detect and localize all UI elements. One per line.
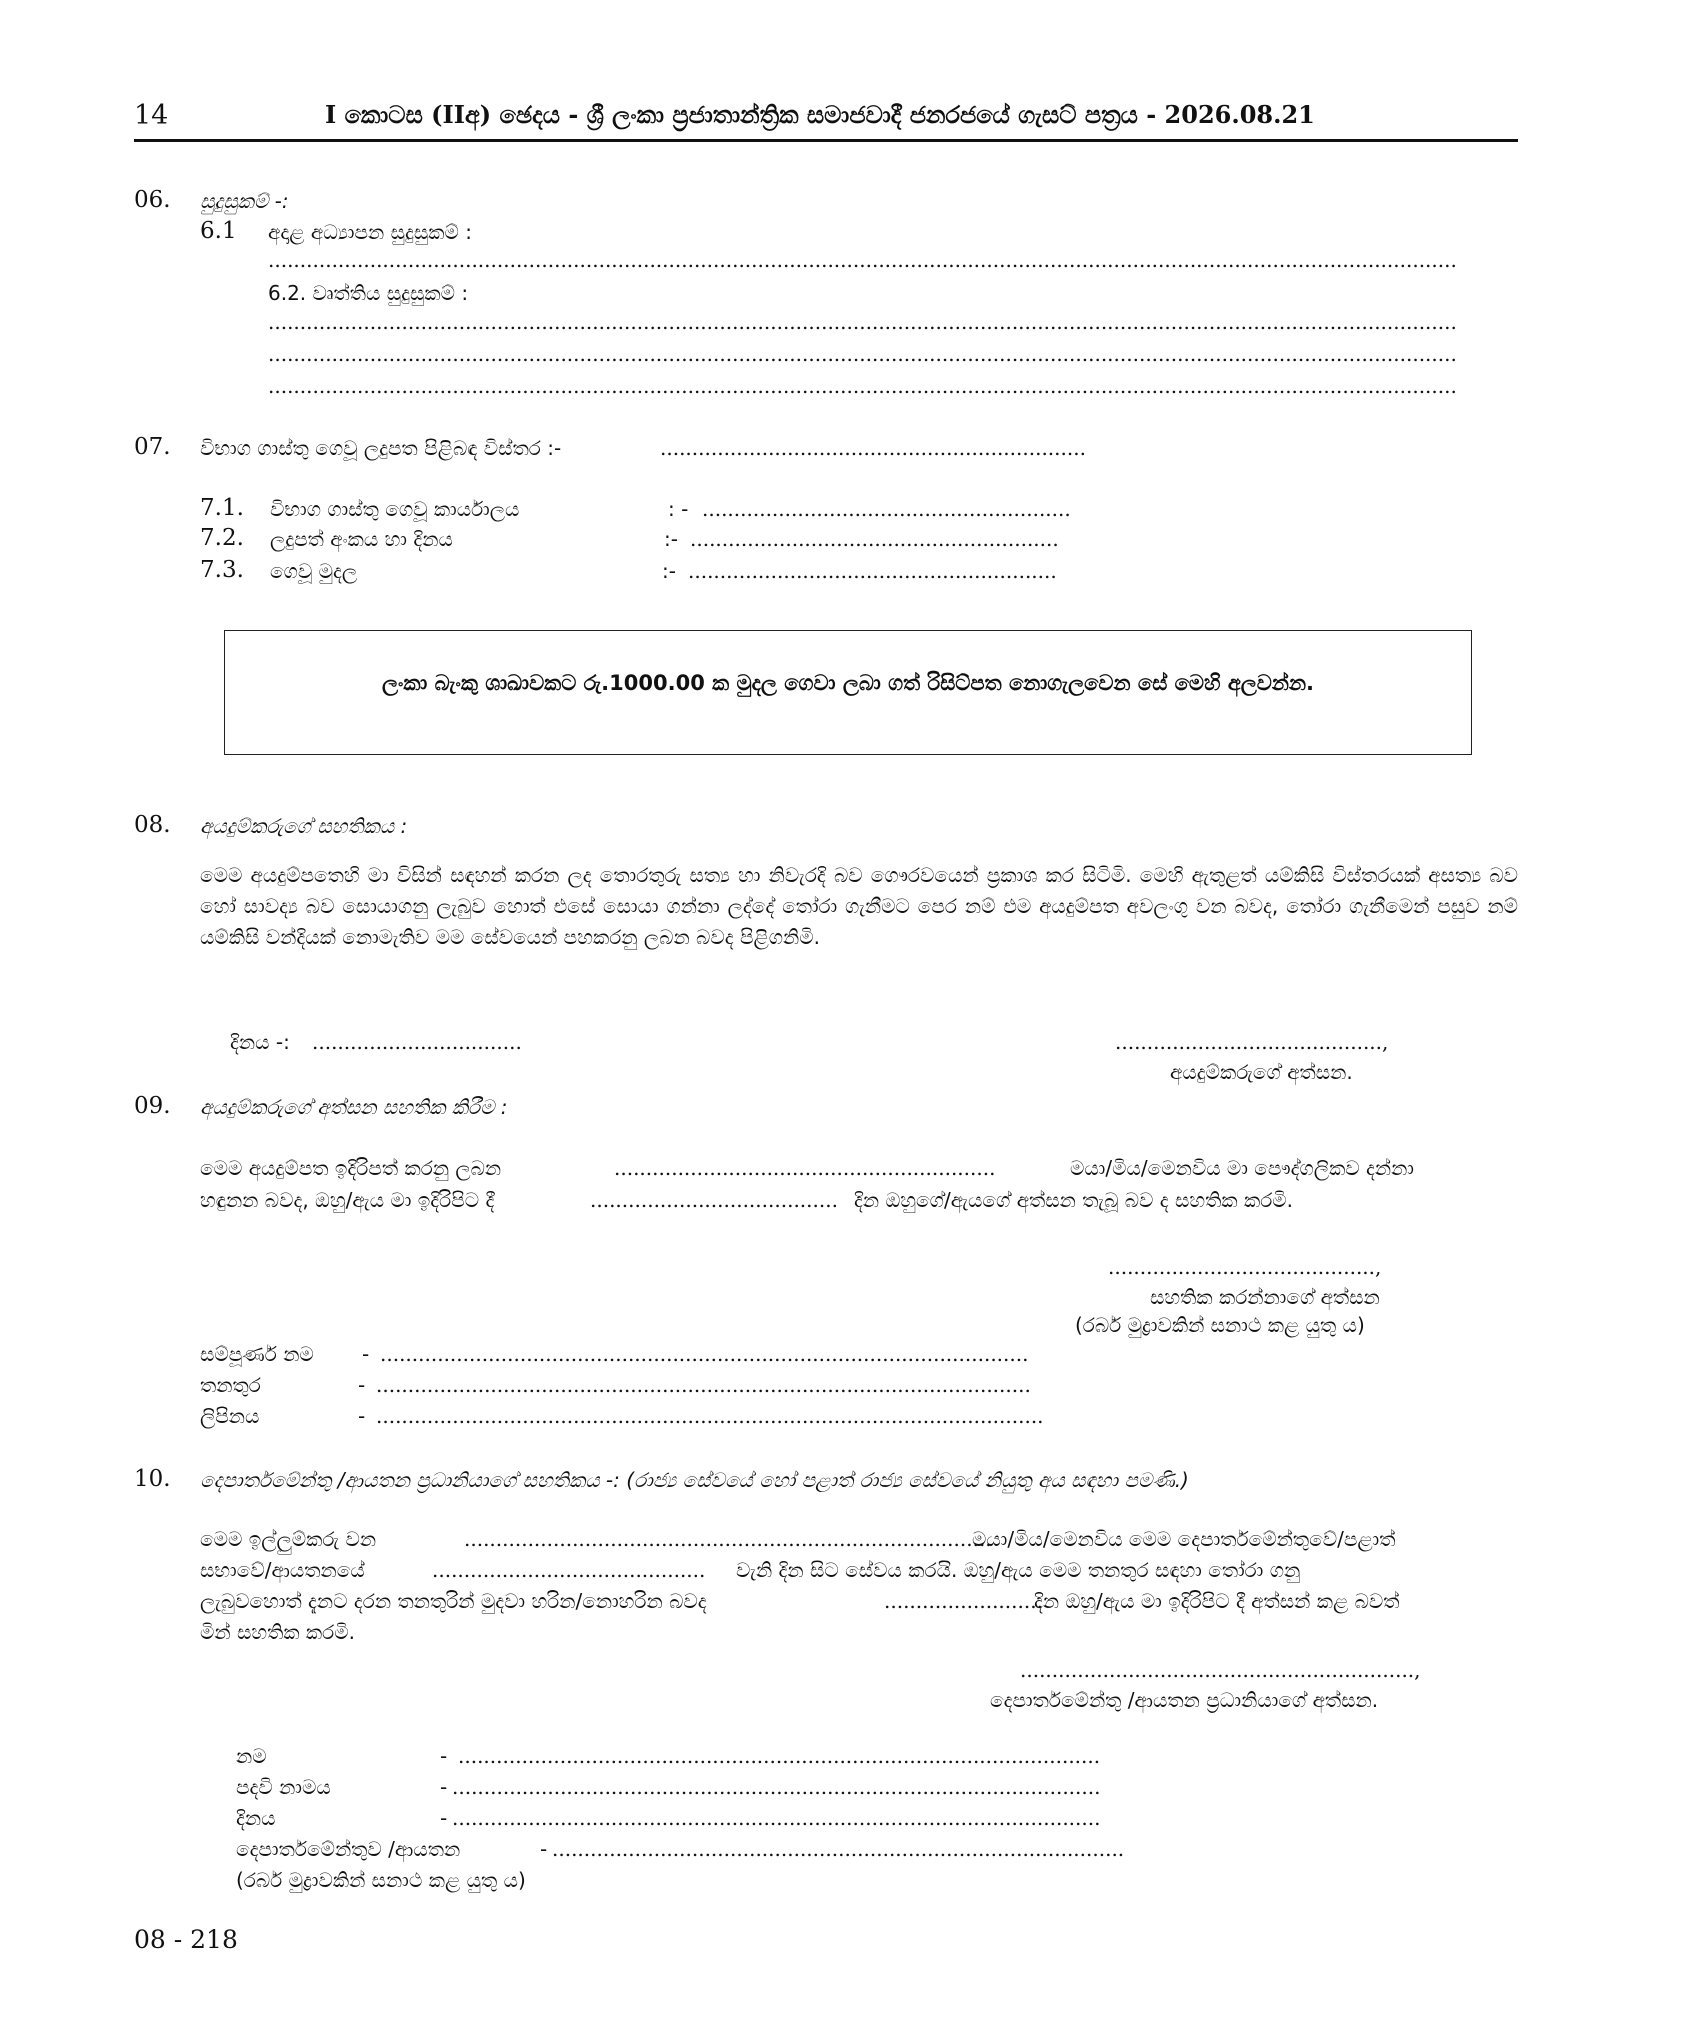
s10-title-sep: -: [440, 1775, 448, 1799]
s10-title-field-fill[interactable]: ......................................................................................................: [452, 1775, 1101, 1799]
section-07-number: 07.: [134, 434, 171, 460]
fill-line-7-1[interactable]: ..........................................................: [702, 497, 1071, 521]
item-7-2-sep: :-: [664, 527, 678, 551]
section-09-title: අයදුම්කරුගේ අත්සන සහතික කිරීම :: [200, 1095, 508, 1119]
date-fill-line[interactable]: .................................: [312, 1030, 522, 1054]
s10-line4: මින් සහතික කරමි.: [200, 1620, 355, 1644]
item-7-3-number: 7.3.: [200, 557, 244, 583]
item-7-1-number: 7.1.: [200, 495, 244, 521]
certifier-signature-line[interactable]: ..........................................,: [1108, 1255, 1382, 1279]
section-06-title: සුදුසුකම් -:: [200, 189, 289, 213]
fill-line-7-2[interactable]: ..........................................................: [690, 527, 1059, 551]
item-7-2-number: 7.2.: [200, 525, 244, 551]
designation-sep: -: [358, 1373, 366, 1397]
date-label: දිනය -:: [230, 1030, 290, 1054]
s09-line1-start: මෙම අයදුම්පත ඉදිරිපත් කරනු ලබන: [200, 1156, 502, 1180]
designation-label: තනතුර: [200, 1373, 261, 1397]
section-10-number: 10.: [134, 1466, 171, 1492]
address-fill[interactable]: .........................................................................................................: [376, 1404, 1044, 1428]
section-08-title: අයදුම්කරුගේ සහතිකය :: [200, 814, 408, 838]
s10-line1-start: මෙම ඉල්ලුම්කරු වන: [200, 1527, 377, 1551]
s10-line3-start: ලැබුවහොත් දැනට දරන තනතුරින් මුදවා හරින/නොහරින බවද: [200, 1589, 707, 1613]
head-signature-label: දෙපාර්තමේන්තු /ආයතන ප්‍රධානියාගේ අත්සන.: [990, 1688, 1379, 1712]
declaration-paragraph: මෙම අයදුම්පතෙහි මා විසින් සඳහන් කරන ලද තොරතුරු සත්‍ය හා නිවැරදි බව ගෞරවයෙන් ප්‍රකාශ කර සිටිමි. මෙහි ඇතුළත් යම්කිසි විස්තරයක් අසත්‍ය බව හෝ සාවද්‍ය බව සොයාගනු ලැබුව හොත් එසේ සොයා ගන්නා ලද්දේ තෝරා ගැනීමට පෙර නම් එම අයදුම්පත අවලංගු වන බවද, තෝරා ගැනීමෙන් පසුව නම් යම්කිසි වන්දියක් නොමැතිව මම සේවයෙන් පහකරනු ලබන බවද පිළිගනිමි.: [200, 863, 1518, 949]
s10-name-label: නම: [236, 1744, 267, 1768]
s10-line3-end: දින ඔහු/ඇය මා ඉදිරිපිට දී අත්සන් කළ බවත්: [1034, 1589, 1400, 1613]
s10-date-sep: -: [440, 1806, 448, 1830]
s10-department-field-fill[interactable]: ..........................................................................................: [552, 1837, 1125, 1861]
section-07-title: විභාග ගාස්තු ගෙවූ ලදුපත පිළිබඳ විස්තර :-: [200, 436, 562, 460]
s10-line1-end: මයා/මිය/මෙනවිය මෙම දෙපාර්තමේන්තුවේ/පළාත්: [972, 1527, 1396, 1551]
s10-date-label: දිනය: [236, 1806, 276, 1830]
s10-department-label: දෙපාර්තමේන්තුව /ආයතන: [236, 1837, 461, 1861]
header-rule: [134, 139, 1518, 142]
full-name-label: සම්පූර්ණ නම: [200, 1342, 314, 1366]
s09-line2-end: දින ඔහුගේ/ඇයගේ අත්සන තැබූ බව ද සහතික කරමි.: [854, 1188, 1294, 1212]
item-7-1-sep: : -: [668, 497, 689, 521]
s10-department-sep: -: [540, 1837, 548, 1861]
item-7-3-label: ගෙවූ මුදල: [270, 559, 358, 583]
section-10-title: දෙපාර්තමේන්තු /ආයතන ප්‍රධානියාගේ සහතිකය -: (රාජ්‍ය සේවයේ හෝ පළාත් රාජ්‍ය සේවයේ නියුතු අය සඳහා පමණි.): [200, 1468, 1189, 1492]
receipt-box-instruction: ලංකා බැංකු ශාඛාවකට රු.1000.00 ක මුදල ගෙවා ලබා ගත් රිසිට්පත නොගැලවෙන සේ මෙහි අලවන්න.: [382, 671, 1314, 695]
section-06-number: 06.: [134, 187, 171, 213]
s10-date-fill[interactable]: ...........................................: [432, 1558, 706, 1582]
designation-fill[interactable]: .......................................................................................................: [376, 1373, 1031, 1397]
section-6-2-label: 6.2. වෘත්තිය සුදුසුකම් :: [268, 281, 469, 305]
receipt-paste-box: [224, 630, 1472, 755]
item-7-2-label: ලදුපත් අංකය හා දිනය: [270, 527, 453, 551]
s10-name-sep: -: [440, 1744, 448, 1768]
fill-line-6-2b[interactable]: ...........................................................................................................................................................................................: [268, 342, 1457, 366]
item-7-1-label: විභාග ගාස්තු ගෙවූ කාර්යාලය: [270, 497, 520, 521]
s09-name-fill[interactable]: ............................................................: [614, 1156, 996, 1180]
section-6-1-label: අදාළ අධ්‍යාපන සුදුසුකම් :: [268, 220, 472, 244]
item-7-3-sep: :-: [662, 559, 676, 583]
fill-line-7[interactable]: ...................................................................: [660, 436, 1086, 460]
address-sep: -: [358, 1404, 366, 1428]
s09-date-fill[interactable]: .......................................: [590, 1188, 838, 1212]
page-number: 14: [134, 100, 169, 131]
s10-name-fill[interactable]: ...................................................................................: [464, 1527, 992, 1551]
full-name-fill[interactable]: ......................................................................................................: [380, 1342, 1029, 1366]
fill-line-6-1[interactable]: ...........................................................................................................................................................................................: [268, 248, 1457, 272]
certifier-signature-label: සහතික කරන්නාගේ අත්සන: [1150, 1285, 1380, 1309]
section-09-number: 09.: [134, 1093, 171, 1119]
applicant-signature-label: අයදුම්කරුගේ අත්සන.: [1170, 1060, 1353, 1084]
section-6-1-number: 6.1: [200, 218, 237, 244]
s10-date-field-fill[interactable]: ......................................................................................................: [452, 1806, 1101, 1830]
fill-line-6-2c[interactable]: ...........................................................................................................................................................................................: [268, 374, 1457, 398]
s10-stamp-note: (රබර් මුද්‍රාවකින් සනාථ කළ යුතු ය): [236, 1868, 526, 1892]
s10-title-label: පදවි නාමය: [236, 1775, 331, 1799]
full-name-sep: -: [362, 1342, 370, 1366]
section-08-number: 08.: [134, 812, 171, 838]
applicant-signature-line[interactable]: ..........................................,: [1115, 1030, 1389, 1054]
s09-line2-start: හඳුනන බවද, ඔහු/ඇය මා ඉදිරිපිට දී: [200, 1188, 495, 1212]
s09-line1-end: මයා/මිය/මෙනවිය මා පෞද්ගලිකව දන්නා: [1070, 1156, 1414, 1180]
address-label: ලිපිනය: [200, 1404, 260, 1428]
s10-line2-end: වැනි දින සිට සේවය කරයි. ඔහු/ඇය මෙම තනතුර සඳහා තෝරා ගනු: [736, 1558, 1301, 1582]
footer-code: 08 - 218: [134, 1925, 238, 1954]
s10-date2-fill[interactable]: .........................: [884, 1589, 1043, 1613]
s10-line2-start: සභාවේ/ආයතනයේ: [200, 1558, 365, 1582]
fill-line-6-2a[interactable]: ...........................................................................................................................................................................................: [268, 310, 1457, 334]
s09-stamp-note: (රබර් මුද්‍රාවකින් සනාථ කළ යුතු ය): [1075, 1313, 1365, 1337]
gazette-header-title: I කොටස (IIඅ) ඡෙදය - ශ්‍රී ලංකා ප්‍රජාතාන්ත්‍රික සමාජවාදී ජනරජයේ ගැසට් පත්‍රය - 2026.08.21: [325, 100, 1315, 129]
head-signature-line[interactable]: ..............................................................,: [1020, 1658, 1421, 1682]
s10-name-field-fill[interactable]: .....................................................................................................: [458, 1744, 1101, 1768]
fill-line-7-3[interactable]: ..........................................................: [688, 559, 1057, 583]
